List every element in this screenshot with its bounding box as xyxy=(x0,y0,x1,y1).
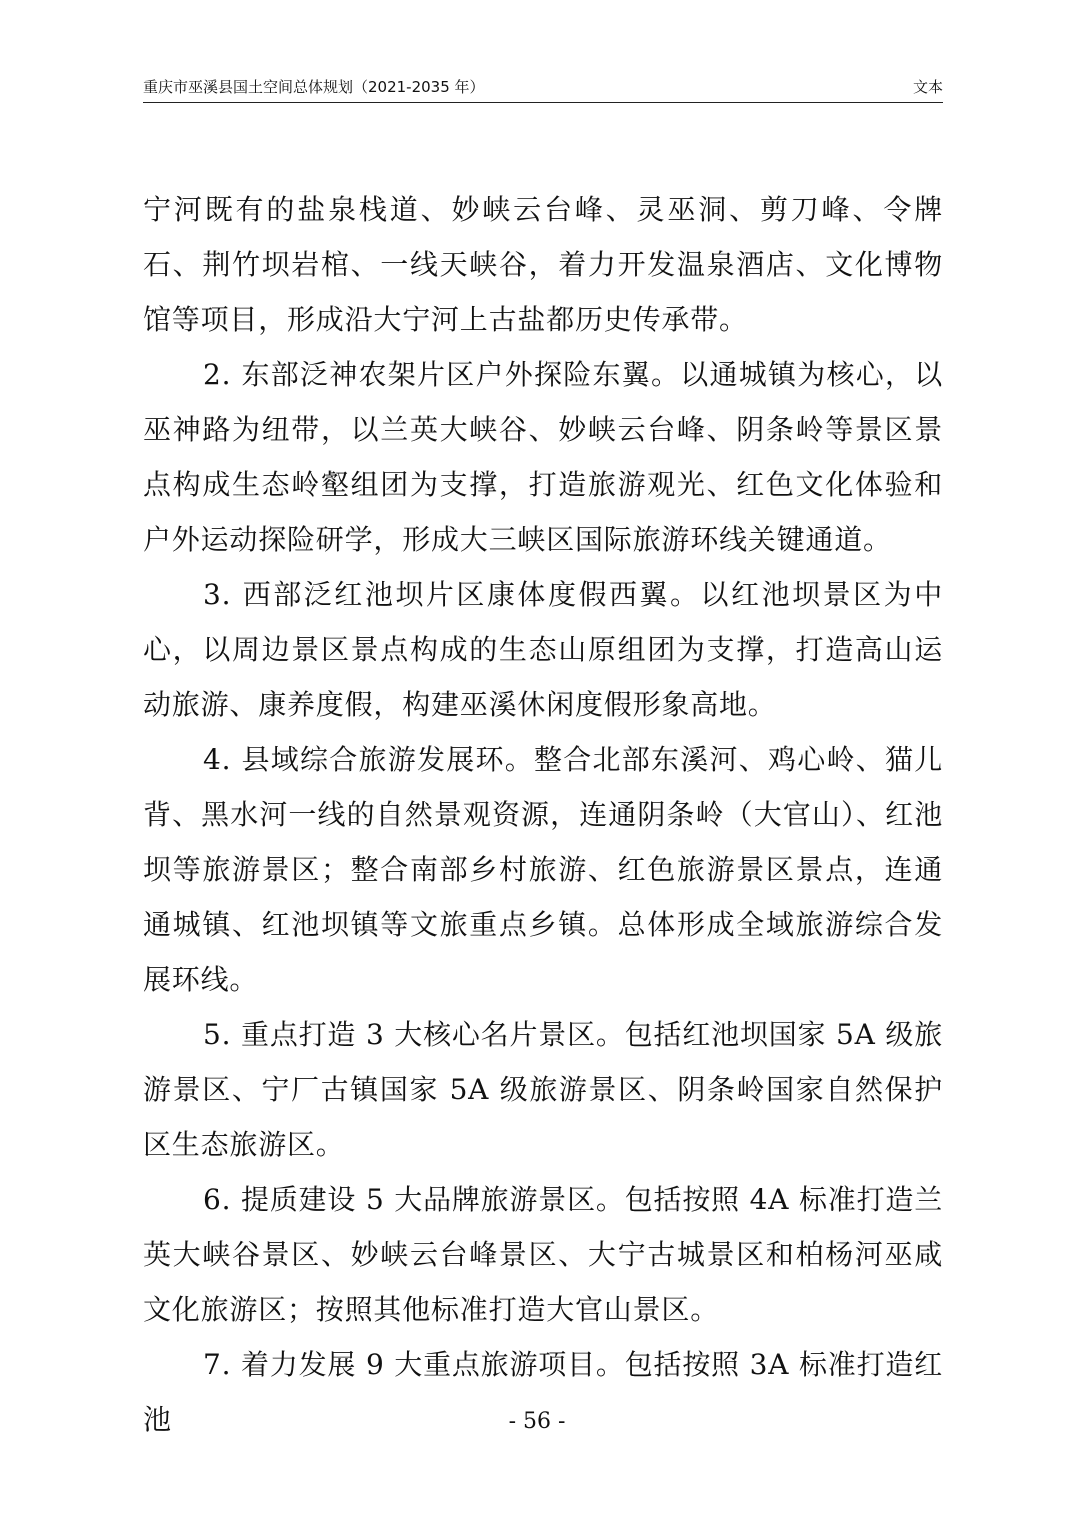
paragraph-item-7: 7. 着力发展 9 大重点旅游项目。包括按照 3A 标准打造红池 xyxy=(143,1348,943,1436)
page-number: - 56 - xyxy=(508,1409,566,1434)
paragraph-item-2: 2. 东部泛神农架片区户外探险东翼。以通城镇为核心，以巫神路为纽带，以兰英大峡谷、妙峡云台峰、阴条岭等景区景点构成生态岭壑组团为支撑，打造旅游观光、红色文化体验和户外运动探险研学，形成大三峡区国际旅游环线关键通道。 xyxy=(143,358,943,556)
paragraph-item-6: 6. 提质建设 5 大品牌旅游景区。包括按照 4A 标准打造兰英大峡谷景区、妙峡云台峰景区、大宁古城景区和柏杨河巫咸文化旅游区；按照其他标准打造大官山景区。 xyxy=(143,1183,943,1326)
paragraph-continuation: 宁河既有的盐泉栈道、妙峡云台峰、灵巫洞、剪刀峰、令牌石、荆竹坝岩棺、一线天峡谷，着力开发温泉酒店、文化博物馆等项目，形成沿大宁河上古盐都历史传承带。 xyxy=(143,193,943,336)
paragraph-item-5: 5. 重点打造 3 大核心名片景区。包括红池坝国家 5A 级旅游景区、宁厂古镇国家 5A 级旅游景区、阴条岭国家自然保护区生态旅游区。 xyxy=(143,1018,943,1161)
document-title: 重庆市巫溪县国土空间总体规划（2021-2035 年） xyxy=(143,78,485,96)
page-header xyxy=(143,76,943,103)
section-label: 文本 xyxy=(912,78,943,96)
body-text xyxy=(143,182,943,1447)
paragraph-item-3: 3. 西部泛红池坝片区康体度假西翼。以红池坝景区为中心，以周边景区景点构成的生态山原组团为支撑，打造高山运动旅游、康养度假，构建巫溪休闲度假形象高地。 xyxy=(143,578,943,721)
paragraph-item-4: 4. 县域综合旅游发展环。整合北部东溪河、鸡心岭、猫儿背、黑水河一线的自然景观资源，连通阴条岭（大官山）、红池坝等旅游景区；整合南部乡村旅游、红色旅游景区景点，连通通城镇、红池坝镇等文旅重点乡镇。总体形成全域旅游综合发展环线。 xyxy=(143,743,943,996)
